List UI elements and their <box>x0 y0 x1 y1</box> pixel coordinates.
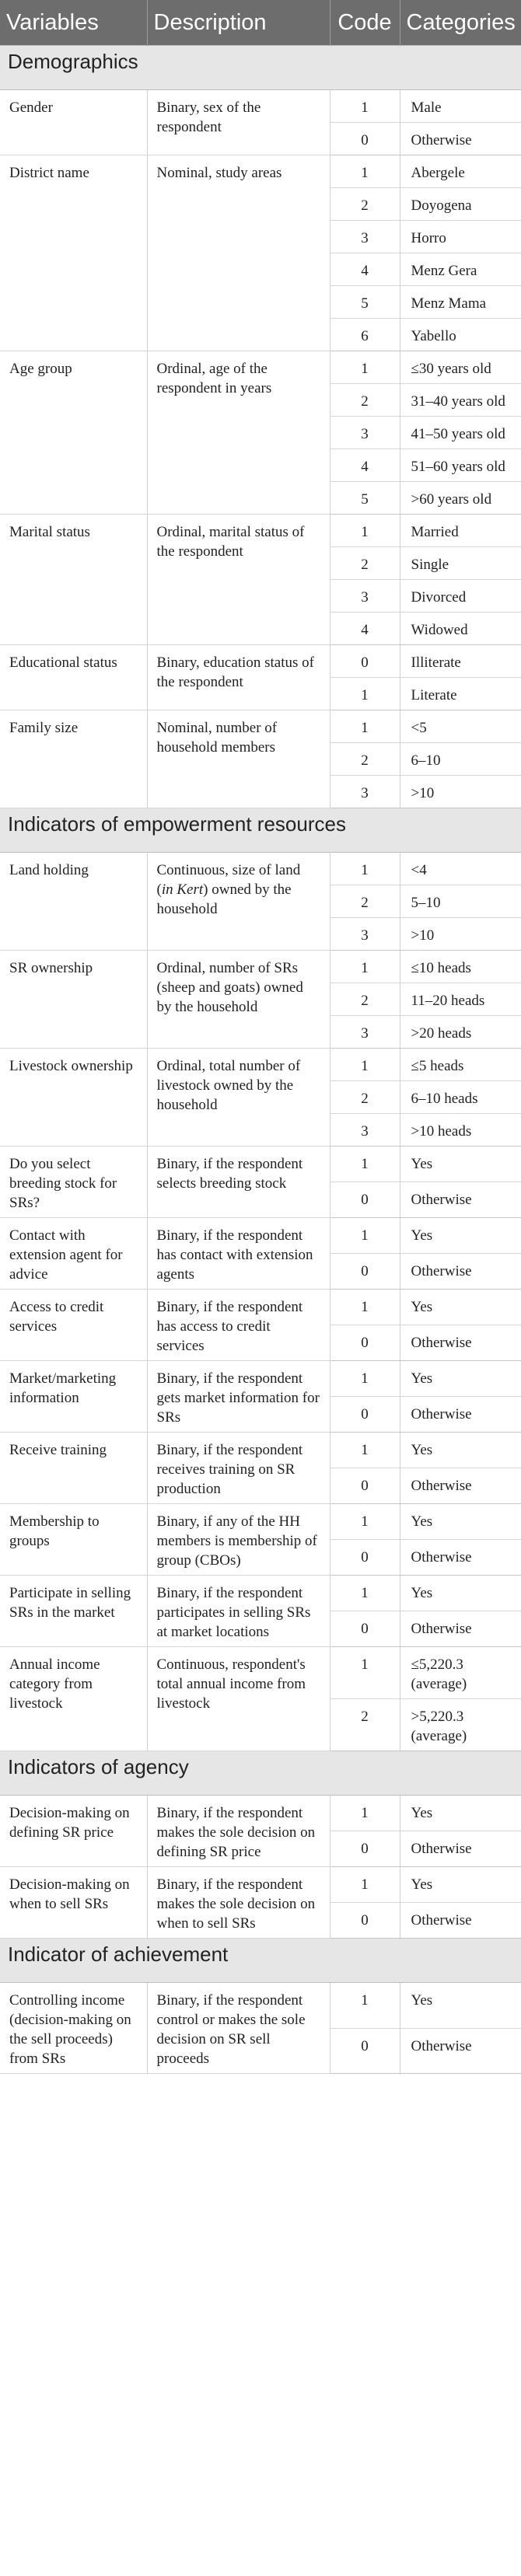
variable-name: Family size <box>0 710 147 808</box>
category-code: 0 <box>330 1540 400 1576</box>
category-code: 1 <box>330 1147 400 1182</box>
category-label: Yes <box>400 1796 521 1831</box>
category-code: 3 <box>330 776 400 808</box>
category-label: Otherwise <box>400 1468 521 1504</box>
category-label: >20 heads <box>400 1016 521 1049</box>
category-code: 1 <box>330 1218 400 1254</box>
category-label: 6–10 <box>400 743 521 776</box>
category-code: 3 <box>330 417 400 449</box>
category-code: 3 <box>330 1114 400 1147</box>
variable-name: Do you select breeding stock for SRs? <box>0 1147 147 1218</box>
category-label: ≤5,220.3 (average) <box>400 1647 521 1699</box>
table-row <box>0 1218 521 1254</box>
category-code: 1 <box>330 951 400 983</box>
variable-description: Binary, if the respondent selects breeding stock <box>147 1147 330 1218</box>
category-label: Abergele <box>400 155 521 188</box>
table-row <box>0 1576 521 1611</box>
category-label: Otherwise <box>400 1540 521 1576</box>
variable-description: Binary, if any of the HH members is membership of group (CBOs) <box>147 1504 330 1576</box>
category-code: 0 <box>330 1254 400 1290</box>
variable-description: Binary, if the respondent makes the sole decision on when to sell SRs <box>147 1867 330 1939</box>
category-label: >60 years old <box>400 482 521 515</box>
category-label: Menz Mama <box>400 286 521 319</box>
category-code: 4 <box>330 449 400 482</box>
category-label: Otherwise <box>400 1397 521 1433</box>
category-label: Horro <box>400 221 521 253</box>
variable-name: Decision-making on defining SR price <box>0 1796 147 1867</box>
category-code: 3 <box>330 580 400 613</box>
category-code: 1 <box>330 710 400 743</box>
table-row <box>0 1504 521 1540</box>
description-text: ) owned by the household <box>156 881 292 917</box>
category-code: 0 <box>330 1831 400 1867</box>
category-label: Yes <box>400 1218 521 1254</box>
table-row <box>0 1290 521 1325</box>
category-label: Married <box>400 515 521 547</box>
category-code: 1 <box>330 1290 400 1325</box>
category-label: Otherwise <box>400 1182 521 1218</box>
table-row <box>0 645 521 678</box>
category-label: Yes <box>400 1361 521 1397</box>
category-code: 1 <box>330 351 400 384</box>
category-code: 1 <box>330 1983 400 2029</box>
category-code: 3 <box>330 221 400 253</box>
header-row <box>0 0 521 46</box>
variable-name: Decision-making on when to sell SRs <box>0 1867 147 1939</box>
category-label: Divorced <box>400 580 521 613</box>
variable-name: Gender <box>0 90 147 155</box>
category-code: 1 <box>330 155 400 188</box>
section-title: Indicators of empowerment resources <box>0 808 521 853</box>
category-code: 2 <box>330 885 400 918</box>
category-label: Otherwise <box>400 1325 521 1361</box>
table-row <box>0 1867 521 1903</box>
category-label: >10 <box>400 918 521 951</box>
category-code: 1 <box>330 853 400 885</box>
category-code: 1 <box>330 90 400 123</box>
variable-name: Market/marketing information <box>0 1361 147 1433</box>
variable-name: SR ownership <box>0 951 147 1049</box>
category-label: 6–10 heads <box>400 1081 521 1114</box>
category-label: ≤5 heads <box>400 1049 521 1081</box>
variable-description: Ordinal, marital status of the respondent <box>147 515 330 645</box>
variable-description: Ordinal, number of SRs (sheep and goats) owned by the household <box>147 951 330 1049</box>
category-code: 0 <box>330 1903 400 1939</box>
table-row <box>0 1361 521 1397</box>
variable-description: Binary, if the respondent receives training on SR production <box>147 1433 330 1504</box>
section-title: Indicator of achievement <box>0 1939 521 1983</box>
category-label: 5–10 <box>400 885 521 918</box>
variable-description: Binary, if the respondent has contact with extension agents <box>147 1218 330 1290</box>
table-row <box>0 1433 521 1468</box>
category-code: 3 <box>330 918 400 951</box>
table-row <box>0 853 521 885</box>
category-code: 1 <box>330 1433 400 1468</box>
category-label: <4 <box>400 853 521 885</box>
variable-description: Binary, if the respondent gets market information for SRs <box>147 1361 330 1433</box>
category-code: 0 <box>330 1182 400 1218</box>
section-row <box>0 1751 521 1796</box>
category-code: 1 <box>330 1361 400 1397</box>
category-label: Otherwise <box>400 1254 521 1290</box>
category-code: 4 <box>330 613 400 645</box>
category-label: >10 heads <box>400 1114 521 1147</box>
section-title: Indicators of agency <box>0 1751 521 1796</box>
variable-description: Ordinal, age of the respondent in years <box>147 351 330 515</box>
category-code: 5 <box>330 482 400 515</box>
table-row <box>0 1796 521 1831</box>
variable-description: Binary, if the respondent participates in selling SRs at market locations <box>147 1576 330 1647</box>
variable-name: Membership to groups <box>0 1504 147 1576</box>
category-code: 0 <box>330 1397 400 1433</box>
category-label: Menz Gera <box>400 253 521 286</box>
variable-name: Participate in selling SRs in the market <box>0 1576 147 1647</box>
category-label: Yabello <box>400 319 521 351</box>
section-row <box>0 46 521 90</box>
category-code: 4 <box>330 253 400 286</box>
category-code: 1 <box>330 1647 400 1699</box>
variable-description: Binary, if the respondent makes the sole decision on defining SR price <box>147 1796 330 1867</box>
category-code: 0 <box>330 645 400 678</box>
category-label: ≤10 heads <box>400 951 521 983</box>
category-label: 11–20 heads <box>400 983 521 1016</box>
section-title: Demographics <box>0 46 521 90</box>
table-row <box>0 515 521 547</box>
category-label: Otherwise <box>400 1903 521 1939</box>
category-code: 5 <box>330 286 400 319</box>
category-label: Yes <box>400 1983 521 2029</box>
description-text: Continuous, size of land ( <box>156 862 301 898</box>
table-header <box>0 0 521 46</box>
category-code: 0 <box>330 1325 400 1361</box>
category-label: Otherwise <box>400 2028 521 2074</box>
variable-description: Nominal, study areas <box>147 155 330 351</box>
category-code: 2 <box>330 547 400 580</box>
table-row <box>0 1647 521 1699</box>
category-label: 31–40 years old <box>400 384 521 417</box>
category-code: 2 <box>330 743 400 776</box>
table-row <box>0 351 521 384</box>
category-label: Otherwise <box>400 1831 521 1867</box>
category-code: 6 <box>330 319 400 351</box>
category-code: 3 <box>330 1016 400 1049</box>
header-categories: Categories <box>400 0 521 46</box>
variable-name: Educational status <box>0 645 147 710</box>
category-label: Yes <box>400 1147 521 1182</box>
variable-name: Receive training <box>0 1433 147 1504</box>
category-code: 0 <box>330 1468 400 1504</box>
variable-description: Ordinal, total number of livestock owned by the household <box>147 1049 330 1147</box>
category-label: 51–60 years old <box>400 449 521 482</box>
variable-description: Continuous, respondent's total annual income from livestock <box>147 1647 330 1751</box>
table-row <box>0 1049 521 1081</box>
category-code: 2 <box>330 1081 400 1114</box>
category-label: Yes <box>400 1576 521 1611</box>
description-italic-term: in Kert <box>161 881 204 898</box>
category-label: Yes <box>400 1290 521 1325</box>
category-code: 2 <box>330 188 400 221</box>
table-row <box>0 1983 521 2029</box>
category-label: Literate <box>400 678 521 710</box>
variable-description: Nominal, number of household members <box>147 710 330 808</box>
category-label: Doyogena <box>400 188 521 221</box>
category-code: 2 <box>330 1699 400 1751</box>
section-row <box>0 1939 521 1983</box>
category-label: 41–50 years old <box>400 417 521 449</box>
category-code: 0 <box>330 123 400 155</box>
category-label: Yes <box>400 1504 521 1540</box>
variable-name: Land holding <box>0 853 147 951</box>
variable-description: Binary, if the respondent control or makes the sole decision on SR sell proceeds <box>147 1983 330 2074</box>
table-row <box>0 1147 521 1182</box>
variable-description: Binary, sex of the respondent <box>147 90 330 155</box>
category-code: 1 <box>330 1504 400 1540</box>
category-code: 0 <box>330 1611 400 1647</box>
category-label: <5 <box>400 710 521 743</box>
category-label: >10 <box>400 776 521 808</box>
category-label: Otherwise <box>400 123 521 155</box>
variable-name: Marital status <box>0 515 147 645</box>
variable-description: Binary, if the respondent has access to credit services <box>147 1290 330 1361</box>
category-label: Single <box>400 547 521 580</box>
category-label: Illiterate <box>400 645 521 678</box>
table-body <box>0 46 521 2074</box>
category-label: Male <box>400 90 521 123</box>
variable-name: Livestock ownership <box>0 1049 147 1147</box>
category-code: 2 <box>330 983 400 1016</box>
header-code: Code <box>330 0 400 46</box>
category-code: 2 <box>330 384 400 417</box>
variable-description: Binary, education status of the respondent <box>147 645 330 710</box>
category-code: 1 <box>330 1576 400 1611</box>
header-variables: Variables <box>0 0 147 46</box>
variable-name: District name <box>0 155 147 351</box>
category-label: Yes <box>400 1867 521 1903</box>
category-label: ≤30 years old <box>400 351 521 384</box>
category-code: 1 <box>330 1049 400 1081</box>
category-code: 1 <box>330 1867 400 1903</box>
variable-name: Controlling income (decision-making on the sell proceeds) from SRs <box>0 1983 147 2074</box>
header-description: Description <box>147 0 330 46</box>
section-row <box>0 808 521 853</box>
variable-name: Access to credit services <box>0 1290 147 1361</box>
category-label: >5,220.3 (average) <box>400 1699 521 1751</box>
category-code: 1 <box>330 678 400 710</box>
table-row <box>0 710 521 743</box>
variable-name: Contact with extension agent for advice <box>0 1218 147 1290</box>
category-label: Widowed <box>400 613 521 645</box>
category-code: 0 <box>330 2028 400 2074</box>
category-code: 1 <box>330 515 400 547</box>
category-label: Otherwise <box>400 1611 521 1647</box>
category-label: Yes <box>400 1433 521 1468</box>
category-code: 1 <box>330 1796 400 1831</box>
table-row <box>0 90 521 123</box>
variable-name: Age group <box>0 351 147 515</box>
variable-description <box>147 853 330 951</box>
variable-name: Annual income category from livestock <box>0 1647 147 1751</box>
table-row <box>0 155 521 188</box>
table-row <box>0 951 521 983</box>
